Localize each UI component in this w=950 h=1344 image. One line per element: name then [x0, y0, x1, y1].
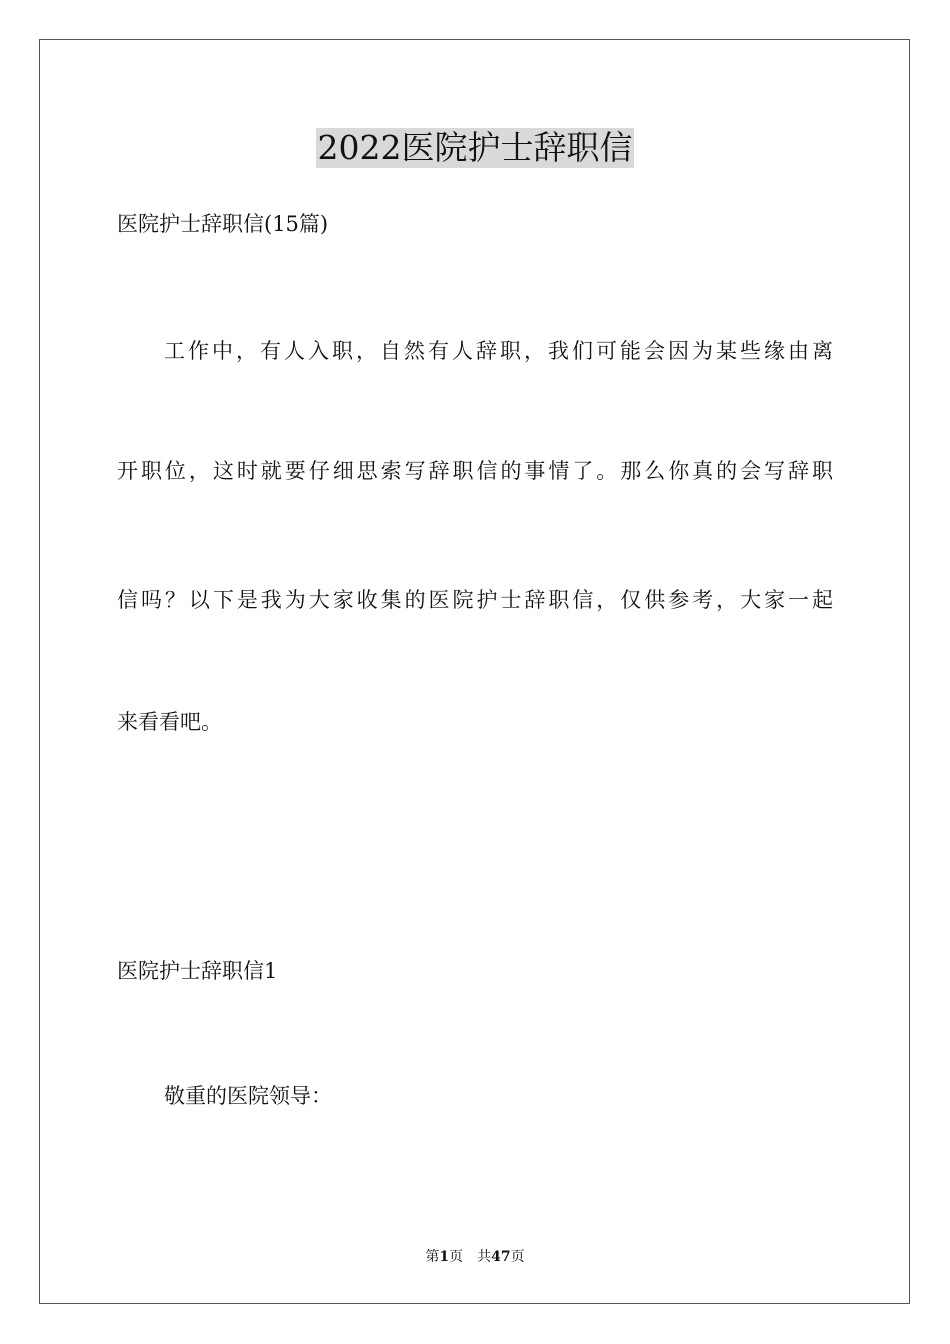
- footer-page-number: 1: [439, 1249, 450, 1265]
- page-footer: [0, 1248, 950, 1266]
- document-subtitle: 医院护士辞职信(15篇): [117, 212, 329, 236]
- title-container: [0, 128, 950, 168]
- intro-line-2: 开职位，这时就要仔细思索写辞职信的事情了。那么你真的会写辞职: [117, 459, 833, 483]
- intro-line-1: 工作中，有人入职，自然有人辞职，我们可能会因为某些缘由离: [164, 339, 833, 363]
- intro-line-3: 信吗？以下是我为大家收集的医院护士辞职信，仅供参考，大家一起: [117, 588, 833, 612]
- footer-page-prefix: 第: [425, 1249, 440, 1265]
- footer-page-suffix: 页: [510, 1249, 525, 1265]
- intro-line-4: 来看看吧。: [117, 710, 222, 734]
- footer-page-mid: 页 共: [449, 1249, 492, 1265]
- section-heading: 医院护士辞职信1: [117, 959, 278, 983]
- document-title: 2022医院护士辞职信: [317, 128, 633, 167]
- salutation: 敬重的医院领导：: [164, 1084, 332, 1108]
- footer-page-total: 47: [491, 1249, 511, 1265]
